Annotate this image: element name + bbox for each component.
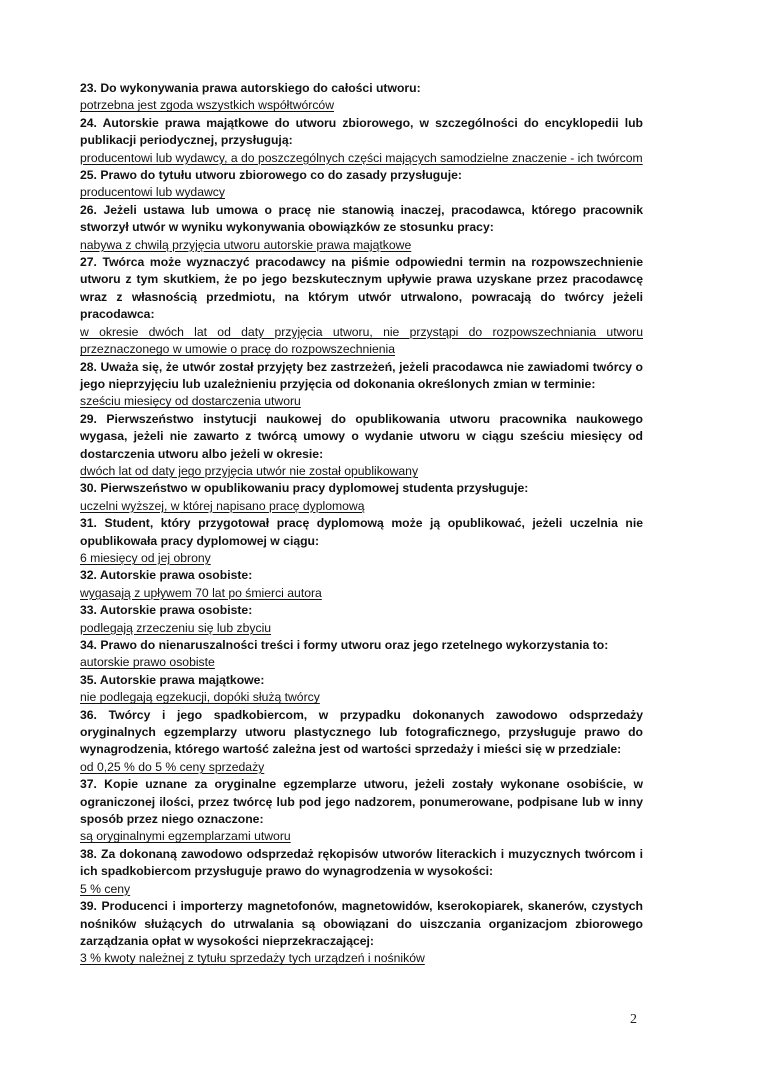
question: 37. Kopie uznane za oryginalne egzemplarze utworu, jeżeli zostały wykonane osobiście, w ograniczonej ilości, przez twórcę lub pod jego nadzorem, ponumerowane, podpisane lub w inny sposób przez niego oznaczone: — [80, 777, 643, 827]
answer: w okresie dwóch lat od daty przyjęcia utworu, nie przystąpi do rozpowszechniania utworu przeznaczonego w umowie o pracę do rozpowszechnienia — [80, 324, 643, 357]
question: 25. Prawo do tytułu utworu zbiorowego co do zasady przysługuje: — [80, 168, 462, 183]
qa-item-36 — [80, 707, 643, 777]
answer: wygasają z upływem 70 lat po śmierci autora — [80, 585, 322, 600]
document-body — [80, 80, 643, 968]
qa-item-27 — [80, 254, 643, 358]
qa-item-24 — [80, 115, 643, 167]
answer: autorskie prawo osobiste — [80, 655, 215, 670]
question: 26. Jeżeli ustawa lub umowa o pracę nie stanowią inaczej, pracodawca, którego pracownik stworzył utwór w wyniku wykonywania obowiązków ze stosunku pracy: — [80, 202, 643, 235]
question: 38. Za dokonaną zawodowo odsprzedaż rękopisów utworów literackich i muzycznych twórcom i ich spadkobiercom przysługuje prawo do wynagrodzenia w wysokości: — [80, 846, 643, 879]
answer: producentowi lub wydawcy — [80, 185, 225, 200]
qa-item-29 — [80, 411, 643, 481]
question: 24. Autorskie prawa majątkowe do utworu zbiorowego, w szczególności do encyklopedii lub publikacji periodycznej, przysługują: — [80, 115, 643, 148]
qa-item-23 — [80, 80, 643, 115]
answer: nabywa z chwilą przyjęcia utworu autorskie prawa majątkowe — [80, 237, 412, 252]
question: 30. Pierwszeństwo w opublikowaniu pracy dyplomowej studenta przysługuje: — [80, 481, 529, 496]
qa-item-32 — [80, 567, 643, 602]
question: 34. Prawo do nienaruszalności treści i formy utworu oraz jego rzetelnego wykorzystania to: — [80, 638, 609, 652]
answer: 6 miesięcy od jej obrony — [80, 550, 211, 565]
question: 39. Producenci i importerzy magnetofonów, magnetowidów, kserokopiarek, skanerów, czystych nośników służących do utrwalania są obowiązani do uiszczania organizacjom zbiorowego zarządzania opłat w wysokości nieprzekraczającej: — [80, 899, 643, 948]
answer: podlegają zrzeczeniu się lub zbyciu — [80, 620, 272, 635]
qa-item-28 — [80, 359, 643, 411]
qa-item-25 — [80, 167, 643, 202]
answer: producentowi lub wydawcy, a do poszczególnych części mających samodzielne znaczenie - ich twórcom — [80, 150, 643, 165]
question: 28. Uważa się, że utwór został przyjęty bez zastrzeżeń, jeżeli pracodawca nie zawiadomi twórcy o jego nieprzyjęciu lub uzależnieniu przyjęcia od dokonania określonych zmian w terminie: — [80, 359, 643, 391]
answer: nie podlegają egzekucji, dopóki służą twórcy — [80, 690, 320, 705]
answer: uczelni wyższej, w której napisano pracę dyplomową — [80, 498, 365, 513]
answer: od 0,25 % do 5 % ceny sprzedaży — [80, 759, 265, 774]
qa-item-30 — [80, 480, 643, 515]
answer: dwóch lat od daty jego przyjęcia utwór nie został opublikowany — [80, 463, 419, 478]
qa-item-26 — [80, 202, 643, 254]
qa-item-31 — [80, 515, 643, 567]
qa-item-38 — [80, 846, 643, 898]
question: 23. Do wykonywania prawa autorskiego do całości utworu: — [80, 81, 421, 95]
answer: 5 % ceny — [80, 881, 131, 896]
question: 29. Pierwszeństwo instytucji naukowej do opublikowania utworu pracownika naukowego wygasa, jeżeli nie zawarto z twórcą umowy o wydanie utworu w ciągu sześciu miesięcy od dostarczenia utworu albo jeżeli w okresie: — [80, 411, 643, 461]
question: 32. Autorskie prawa osobiste: — [80, 568, 253, 583]
question: 36. Twórcy i jego spadkobiercom, w przypadku dokonanych zawodowo odsprzedaży oryginalnych egzemplarzy utworu plastycznego lub fotograficznego, przysługuje prawo do wynagrodzenia, którego wartość zależna jest od wartości sprzedaży i mieści się w przedziale: — [80, 707, 643, 757]
answer: sześciu miesięcy od dostarczenia utworu — [80, 394, 301, 409]
question: 33. Autorskie prawa osobiste: — [80, 603, 253, 618]
qa-item-34 — [80, 637, 643, 672]
answer: 3 % kwoty należnej z tytułu sprzedaży tych urządzeń i nośników — [80, 951, 425, 966]
answer: potrzebna jest zgoda wszystkich współtwórców — [80, 98, 335, 113]
question: 35. Autorskie prawa majątkowe: — [80, 672, 265, 687]
question: 27. Twórca może wyznaczyć pracodawcy na piśmie odpowiedni termin na rozpowszechnienie utworu z tym skutkiem, że po jego bezskutecznym upływie prawa uzyskane przez pracodawcę wraz z własnością przedmiotu, na którym utwór utrwalono, powracają do twórcy jeżeli pracodawca: — [80, 255, 643, 322]
qa-item-39 — [80, 898, 643, 968]
qa-item-33 — [80, 602, 643, 637]
qa-item-35 — [80, 672, 643, 707]
answer: są oryginalnymi egzemplarzami utworu — [80, 829, 291, 844]
qa-item-37 — [80, 776, 643, 846]
question: 31. Student, który przygotował pracę dyplomową może ją opublikować, jeżeli uczelnia nie opublikowała pracy dyplomowej w ciągu: — [80, 516, 643, 548]
page-number: 2 — [630, 1012, 637, 1027]
